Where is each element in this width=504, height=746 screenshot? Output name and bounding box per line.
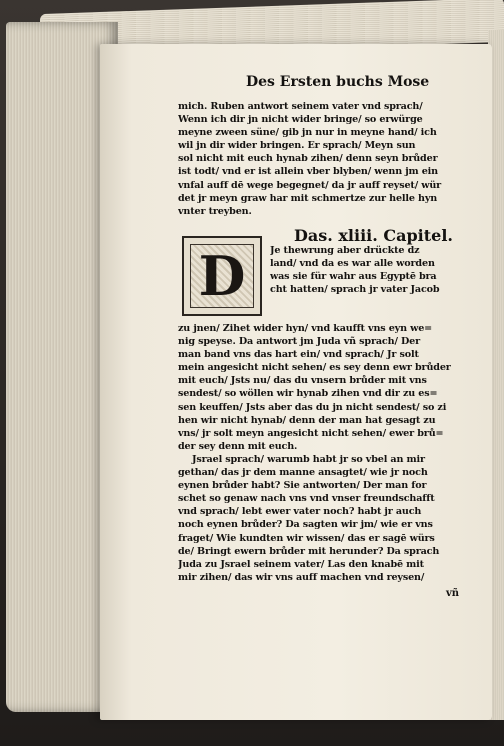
text-line: de/ Bringt ewern brůder mit herunder? Da sprach (178, 545, 440, 557)
text-line: Je thewrung aber drückte dz (270, 245, 420, 256)
text-line: zu jnen/ Zihet wider hyn/ vnd kaufft vns eyn we= (178, 323, 433, 334)
text-line: vnfal auff dē wege begegnet/ da jr auff reyset/ wür (178, 179, 442, 191)
text-line: mit euch/ Jsts nu/ das du vnsern brůder mit vns (178, 375, 427, 387)
text-line: hen wir nicht hynab/ denn der man hat gesagt zu (178, 414, 436, 426)
text-line: sendest/ so wöllen wir hynab zihen vnd dir zu es= (178, 388, 438, 400)
text-line: was sie für wahr aus Egyptē bra (270, 271, 437, 283)
text-line: man band vns das hart ein/ vnd sprach/ Jr solt (178, 349, 419, 361)
text-line: schet so genaw nach vns vnd vnser freundschafft (178, 493, 435, 505)
text-line: vns/ jr solt meyn angesicht nicht sehen/ ewer brů= (178, 427, 444, 439)
text-line: cht hatten/ sprach jr vater Jacob (270, 284, 440, 296)
text-line: det jr meyn graw har mit schmertze zur helle hyn (178, 192, 438, 204)
chapter-title: Das. xliii. Capitel. (294, 226, 453, 245)
text-line: noch eynen brůder? Da sagten wir jm/ wie er vns (178, 519, 433, 531)
running-head: Des Ersten buchs Mose (246, 74, 430, 90)
decorated-initial (182, 236, 262, 316)
text-line: eynen brůder habt? Sie antworten/ Der man for (178, 480, 427, 492)
text-line: meyne zween süne/ gib jn nur in meyne hand/ ich (178, 127, 437, 139)
text-line: Wenn ich dir jn nicht wider bringe/ so erwürge (178, 114, 423, 126)
text-line: ist todt/ vnd er ist allein vber blyben/ wenn jm ein (178, 166, 438, 178)
text-line: fraget/ Wie kundten wir wissen/ das er sagē würs (178, 532, 435, 544)
text-line: nig speyse. Da antwort jm Juda vñ sprach/ Der (178, 336, 421, 348)
text-line: gethan/ das jr dem manne ansagtet/ wie jr noch (178, 467, 428, 479)
text-line: vnd sprach/ lebt ewer vater noch? habt jr auch (178, 506, 422, 518)
paragraph-3 (178, 322, 480, 584)
text-line: wil jn dir wider bringen. Er sprach/ Meyn sun (178, 140, 416, 152)
text-line: sen keuffen/ Jsts aber das du jn nicht sendest/ so zi (178, 401, 447, 413)
text-line: der sey denn mit euch. (178, 440, 298, 452)
text-line: land/ vnd da es war alle worden (270, 258, 435, 270)
text-line: Juda zu Jsrael seinem vater/ Las den knabē mit (178, 558, 424, 570)
paragraph-2 (270, 244, 480, 296)
text-line: vnter treyben. (178, 205, 252, 217)
text-line: Jsrael sprach/ warumb habt jr so vbel an mir (192, 453, 425, 465)
initial-letter: D (198, 244, 246, 308)
text-line: mich. Ruben antwort seinem vater vnd sprach/ (178, 101, 423, 112)
text-line: mein angesicht nicht sehen/ es sey denn ewr brůder (178, 362, 451, 374)
text-line: sol nicht mit euch hynab zihen/ denn seyn brůder (178, 153, 438, 165)
paragraph-1 (178, 100, 478, 218)
text-line: mir zihen/ das wir vns auff machen vnd reysen/ (178, 571, 425, 583)
catchword: vñ (446, 588, 460, 599)
